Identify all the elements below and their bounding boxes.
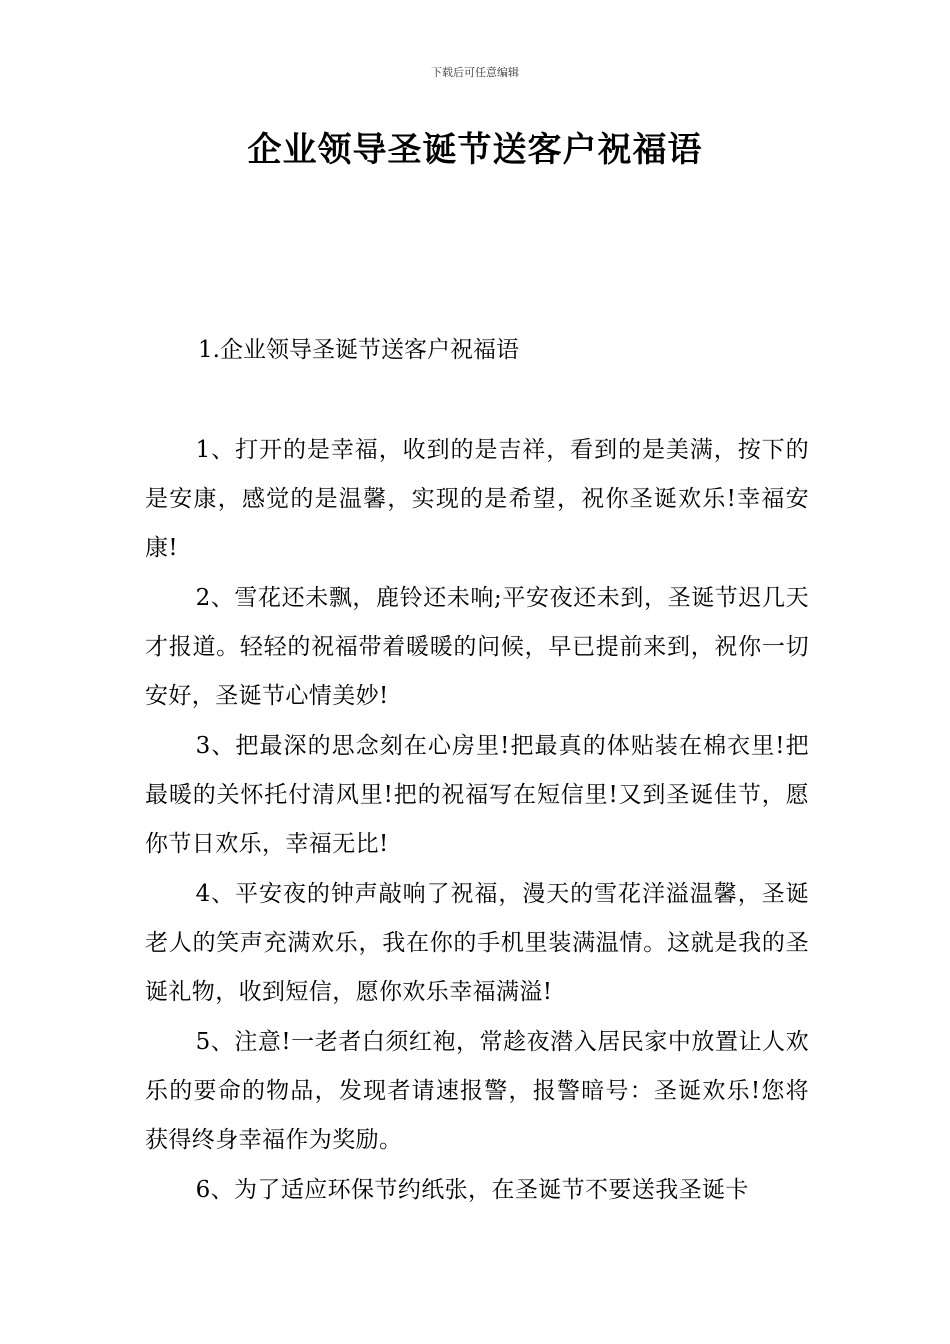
paragraph: 6、为了适应环保节约纸张，在圣诞节不要送我圣诞卡 — [195, 1177, 749, 1203]
section-heading: 1.企业领导圣诞节送客户祝福语 — [198, 337, 519, 363]
paragraph: 1、打开的是幸福，收到的是吉祥，看到的是美满，按下的是安康，感觉的是温馨，实现的是希望，祝你圣诞欢乐!幸福安康! — [145, 437, 809, 561]
paragraph: 2、雪花还未飘，鹿铃还未响;平安夜还未到，圣诞节迟几天才报道。轻轻的祝福带着暖暖的问候，早已提前来到，祝你一切安好，圣诞节心情美妙! — [145, 585, 809, 709]
document-title: 企业领导圣诞节送客户祝福语 — [247, 130, 703, 170]
paragraph: 3、把最深的思念刻在心房里!把最真的体贴装在棉衣里!把最暖的关怀托付清风里!把的祝福写在短信里!又到圣诞佳节，愿你节日欢乐，幸福无比! — [145, 733, 809, 857]
header-note: 下载后可任意编辑 — [431, 66, 519, 79]
paragraph: 4、平安夜的钟声敲响了祝福，漫天的雪花洋溢温馨，圣诞老人的笑声充满欢乐，我在你的手机里装满温情。这就是我的圣诞礼物，收到短信，愿你欢乐幸福满溢! — [145, 881, 809, 1005]
document-body — [145, 426, 809, 1216]
paragraph: 5、注意!一老者白须红袍，常趁夜潜入居民家中放置让人欢乐的要命的物品，发现者请速报警，报警暗号：圣诞欢乐!您将获得终身幸福作为奖励。 — [145, 1029, 809, 1153]
